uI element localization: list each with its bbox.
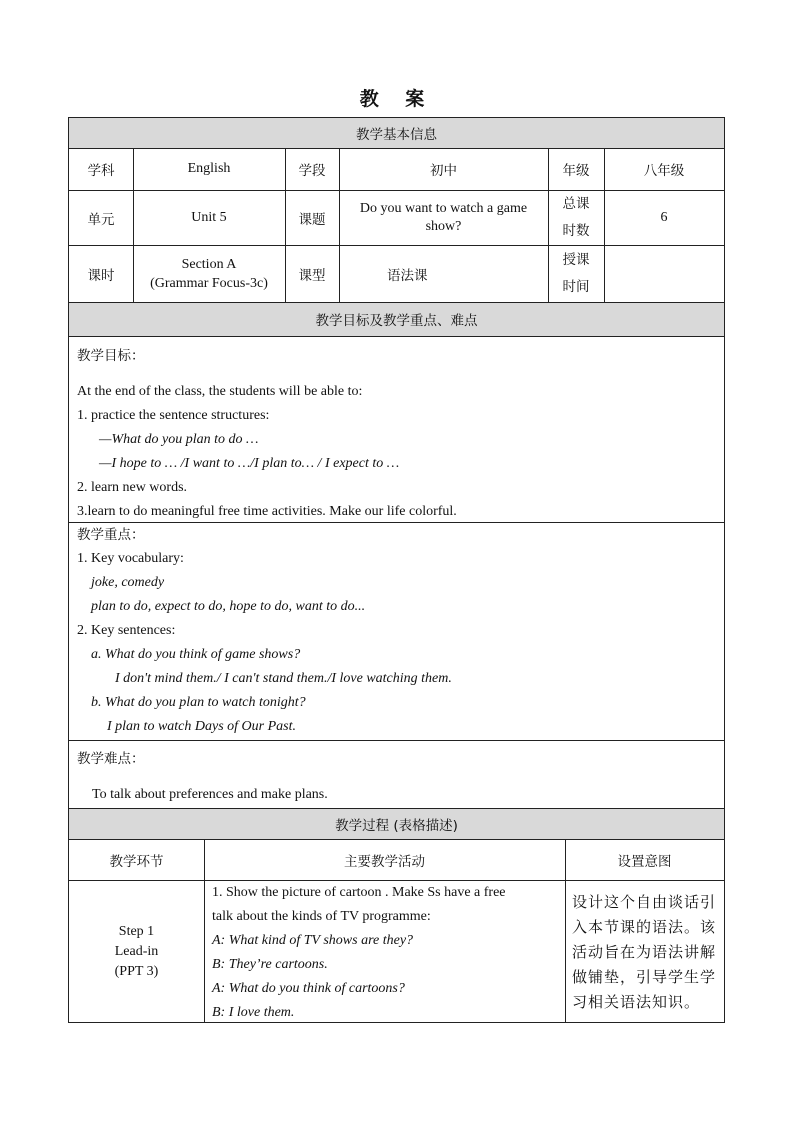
subject-label: 学科 [87,163,115,179]
purpose-line-4: 做铺垫，引导学生学 [572,968,717,986]
objectives-item-1a: —What do you plan to do … [99,432,259,447]
section-objectives: 教学目标及教学重点、难点 [315,313,478,329]
objectives-item-2: 2. learn new words. [77,480,188,495]
key-sentence-b: b. What do you plan to watch tonight? [91,695,306,710]
difficulty-text: To talk about preferences and make plans. [92,787,328,802]
activity-line-3: A: What kind of TV shows are they? [212,933,414,948]
topic-label: 课题 [298,211,326,228]
unit-label: 单元 [87,211,115,228]
subject-value: English [187,161,231,176]
period-line-2: (Grammar Focus-3c) [150,275,268,291]
period-value [133,245,285,302]
grade-value: 八年级 [643,163,685,179]
activity-line-4: B: They’re cartoons. [212,957,328,972]
key-sentence-a-answer: I don't mind them./ I can't stand them./I love watching them. [115,671,452,686]
activity-line-2: talk about the kinds of TV programme: [212,909,431,924]
total-periods-value: 6 [660,209,668,225]
objectives-intro: At the end of the class, the students will be able to: [77,384,363,399]
section-process: 教学过程 (表格描述) [335,817,458,834]
type-value: 语法课 [387,267,428,284]
key-vocab-words: joke, comedy [91,575,165,590]
purpose-line-2: 入本节课的语法。该 [572,918,717,936]
col-header-activity: 主要教学活动 [344,853,425,870]
difficulty-block [77,747,717,807]
stage-value: 初中 [430,163,457,179]
objectives-item-3: 3.learn to do meaningful free time activities. Make our life colorful. [77,504,457,519]
activity-line-5: A: What do you think of cartoons? [212,981,405,996]
teach-time-value [604,245,724,302]
key-points-block [77,523,717,739]
key-sentence-b-answer: I plan to watch Days of Our Past. [107,719,296,734]
objectives-heading: 教学目标： [77,348,145,364]
unit-value: Unit 5 [191,209,227,225]
col-header-purpose: 设置意图 [617,853,672,870]
purpose-line-5: 习相关语法知识。 [572,993,701,1011]
teach-time-label-line-1: 授课 [562,251,590,268]
objectives-item-1: 1. practice the sentence structures: [77,408,270,423]
key-vocab-phrases: plan to do, expect to do, hope to do, want to do... [91,599,366,614]
lesson-plan-table [68,117,725,1023]
stage-ppt: (PPT 3) [114,963,159,979]
total-periods-label [548,190,604,245]
activity-line-1: 1. Show the picture of cartoon . Make Ss have a free [212,885,506,900]
document-title: 教 案 [359,88,435,110]
stage-step: Step 1 [118,923,155,939]
type-label: 课型 [298,267,326,284]
section-basic-info: 教学基本信息 [356,127,437,143]
col-header-stage: 教学环节 [109,853,164,870]
purpose-line-1: 设计这个自由谈话引 [572,893,717,911]
grade-label: 年级 [562,163,590,179]
period-label: 课时 [87,267,115,284]
key-sentences-label: 2. Key sentences: [77,623,176,638]
key-sentence-a: a. What do you think of game shows? [91,647,301,662]
key-vocab-label: 1. Key vocabulary: [77,551,184,566]
stage-label: 学段 [298,163,326,179]
process-activity-step-1 [212,881,562,1025]
objectives-item-1b: —I hope to … /I want to …/I plan to… / I expect to … [99,456,400,471]
total-label-line-2: 时数 [562,222,590,239]
teach-time-label-line-2: 时间 [562,278,590,295]
period-line-1: Section A [181,256,237,272]
teach-time-label [548,245,604,302]
stage-name: Lead-in [114,943,159,959]
process-purpose-step-1 [572,890,724,1015]
difficulty-heading: 教学难点： [77,751,145,767]
topic-value [339,190,548,245]
process-stage-step-1 [69,880,204,1023]
total-label-line-1: 总课 [562,195,590,212]
activity-line-6: B: I love them. [212,1005,295,1020]
topic-line-2: show? [425,218,462,234]
key-points-heading: 教学重点： [77,527,145,543]
objectives-block [77,344,717,524]
topic-line-1: Do you want to watch a game [359,200,528,216]
purpose-line-3: 活动旨在为语法讲解 [572,943,717,961]
